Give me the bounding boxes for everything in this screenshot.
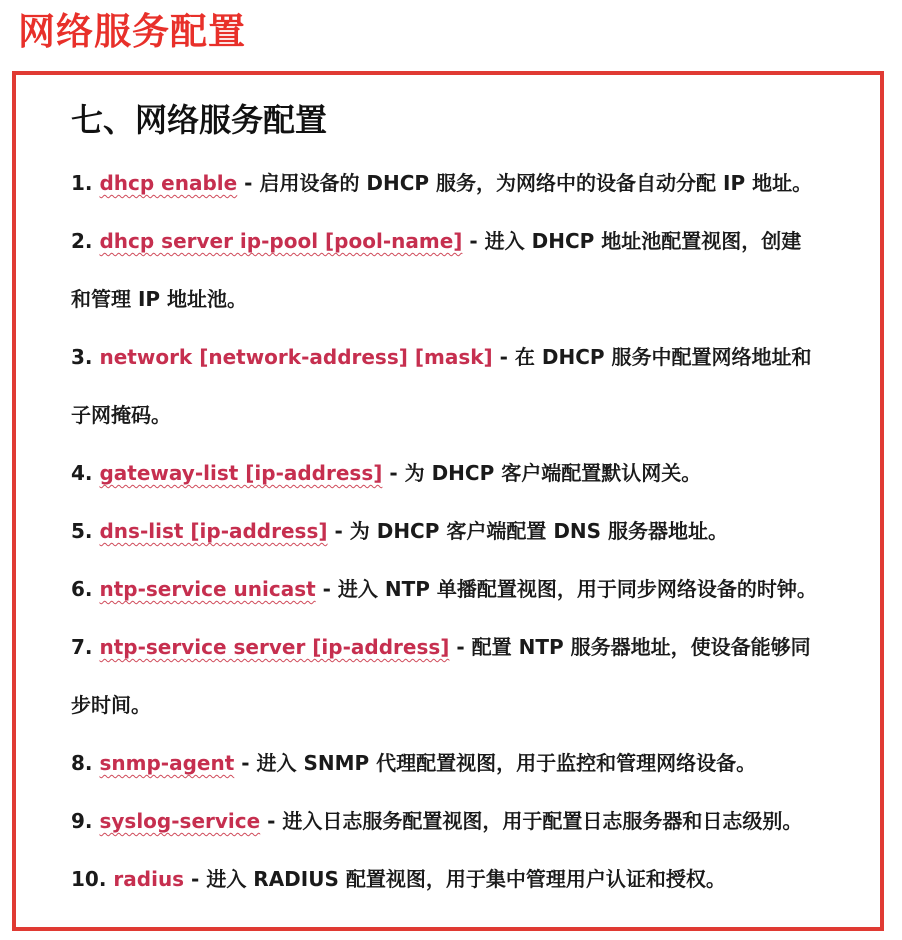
item-number: 7. bbox=[71, 635, 93, 659]
list-item bbox=[71, 743, 756, 783]
item-command: ntp-service unicast bbox=[99, 577, 316, 601]
item-dash: - bbox=[462, 229, 485, 253]
list-item bbox=[71, 627, 811, 667]
item-number: 4. bbox=[71, 461, 93, 485]
item-command: dns-list [ip-address] bbox=[99, 519, 328, 543]
list-item bbox=[71, 801, 802, 841]
list-item bbox=[71, 163, 812, 203]
item-dash: - bbox=[492, 345, 515, 369]
item-description: 进入 RADIUS 配置视图，用于集中管理用户认证和授权。 bbox=[206, 867, 726, 891]
item-description: 在 DHCP 服务中配置网络地址和 bbox=[514, 345, 812, 369]
item-number: 8. bbox=[71, 751, 93, 775]
list-item bbox=[71, 511, 728, 551]
item-command: gateway-list [ip-address] bbox=[99, 461, 383, 485]
item-dash: - bbox=[327, 519, 350, 543]
section-heading: 七、网络服务配置 bbox=[71, 101, 328, 139]
list-item-continuation: 子网掩码。 bbox=[71, 403, 171, 427]
item-number: 5. bbox=[71, 519, 93, 543]
list-item bbox=[71, 569, 817, 609]
item-dash: - bbox=[382, 461, 405, 485]
item-dash: - bbox=[260, 809, 283, 833]
item-dash: - bbox=[237, 171, 260, 195]
item-number: 10. bbox=[71, 867, 107, 891]
item-dash: - bbox=[315, 577, 338, 601]
item-command: snmp-agent bbox=[99, 751, 235, 775]
item-description: 启用设备的 DHCP 服务，为网络中的设备自动分配 IP 地址。 bbox=[259, 171, 813, 195]
item-description: 配置 NTP 服务器地址，使设备能够同 bbox=[471, 635, 811, 659]
content-frame bbox=[12, 71, 884, 931]
list-item bbox=[71, 453, 701, 493]
item-description: 进入 NTP 单播配置视图，用于同步网络设备的时钟。 bbox=[337, 577, 817, 601]
item-number: 3. bbox=[71, 345, 93, 369]
list-item bbox=[71, 859, 726, 899]
item-description: 为 DHCP 客户端配置默认网关。 bbox=[404, 461, 702, 485]
item-number: 1. bbox=[71, 171, 93, 195]
item-command: radius bbox=[113, 867, 185, 891]
list-item bbox=[71, 221, 801, 261]
item-command: dhcp enable bbox=[99, 171, 238, 195]
item-dash: - bbox=[449, 635, 472, 659]
list-item-continuation: 和管理 IP 地址池。 bbox=[71, 287, 248, 311]
item-description: 进入 DHCP 地址池配置视图，创建 bbox=[484, 229, 802, 253]
list-item bbox=[71, 337, 812, 377]
item-description: 进入 SNMP 代理配置视图，用于监控和管理网络设备。 bbox=[256, 751, 757, 775]
item-command: network [network-address] [mask] bbox=[99, 345, 493, 369]
item-description: 进入日志服务配置视图，用于配置日志服务器和日志级别。 bbox=[282, 809, 803, 833]
item-description: 为 DHCP 客户端配置 DNS 服务器地址。 bbox=[349, 519, 729, 543]
item-number: 6. bbox=[71, 577, 93, 601]
item-command: syslog-service bbox=[99, 809, 261, 833]
item-command: ntp-service server [ip-address] bbox=[99, 635, 450, 659]
item-command: dhcp server ip-pool [pool-name] bbox=[99, 229, 463, 253]
item-number: 2. bbox=[71, 229, 93, 253]
list-item-continuation: 步时间。 bbox=[71, 693, 151, 717]
banner-title: 网络服务配置 bbox=[18, 10, 246, 53]
item-dash: - bbox=[184, 867, 207, 891]
item-number: 9. bbox=[71, 809, 93, 833]
item-dash: - bbox=[234, 751, 257, 775]
